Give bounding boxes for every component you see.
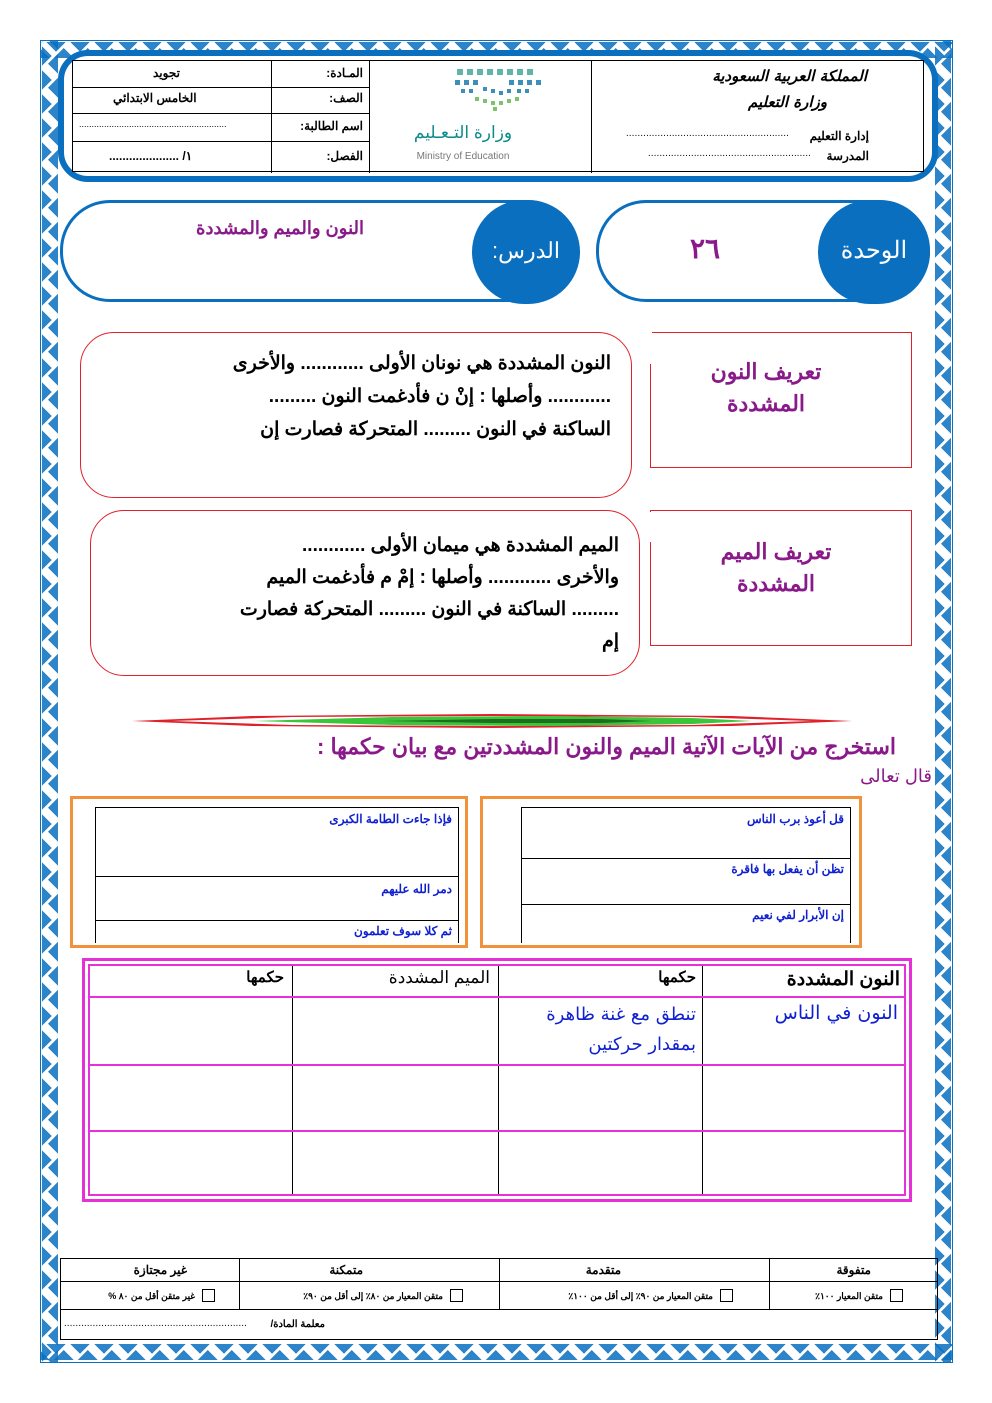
header-box [72,60,924,172]
ministry-calligraphy: وزارة التعليم [748,93,827,111]
kingdom-name: المملكة العربية السعودية [712,67,867,85]
subject-label: المـادة: [326,66,363,80]
noon-definition-label-1: تعريف النون [710,359,822,384]
answer-ruling-meem-1[interactable] [90,998,290,1062]
grade-value: الخامس الابتدائي [113,91,197,105]
ministry-logo [391,65,591,169]
zigzag-border-right [935,40,951,1363]
instruction-text: استخرج من الآيات الآتية الميم والنون المشددتين مع بيان حكمها : [317,734,896,759]
answer-meem-2[interactable] [294,1066,496,1128]
kingdom-section [597,61,923,173]
meem-definition-label-1: تعريف الميم [720,539,832,564]
ministry-name-ar: وزارة التـعـليم [413,123,513,142]
header-ruling-noon: حكمها [658,969,696,986]
noon-definition-line-2: ............ وأصلها : إنْ ن فأدغمت النون ......... [268,386,611,407]
unit-label: الوحدة [840,237,908,264]
verse-right-3: إن الأبرار لفي نعيم [752,908,844,922]
student-info-table [73,61,369,173]
meem-definition-label-box [650,510,912,646]
teacher-label: معلمة المادة/ [270,1319,325,1330]
answer-noon-3[interactable] [704,1132,902,1192]
criteria-not-passed: غير متقن أقل من ٨٠ % [108,1291,195,1301]
meem-definition-line-3: ......... الساكنة في النون ......... المتحركة فصارت [239,599,619,620]
answer-ruling-meem-2[interactable] [90,1066,290,1128]
checkbox-proficient[interactable] [450,1289,463,1302]
noon-definition-line-1: النون المشددة هي نونان الأولى ............ والأخرى [232,353,611,374]
verse-left-1: فإذا جاءت الطامة الكبرى [329,812,452,826]
school-field[interactable]: ......................................................... [647,149,811,159]
verses-box-right [480,796,862,948]
answer-noon-1[interactable]: النون في الناس [774,1002,898,1024]
criteria-advanced: متقن المعيار من ٩٠٪ إلى أقل من ١٠٠٪ [568,1291,713,1301]
criteria-proficient: متقن المعيار من ٨٠٪ إلى أقل من ٩٠٪ [303,1291,443,1301]
school-label: المدرسة [826,149,869,163]
level-advanced: متقدمة [585,1263,621,1277]
zigzag-border-left [42,40,58,1363]
zigzag-border-bottom [40,1344,953,1360]
checkbox-excellent[interactable] [890,1289,903,1302]
answer-table [88,964,906,1196]
student-name-label: اسم الطالبة: [300,119,363,133]
ministry-name-en: Ministry of Education [416,151,510,162]
assessment-footer [60,1258,938,1340]
noon-definition-label-2: المشددة [726,391,806,416]
answer-ruling-1[interactable] [500,1000,696,1060]
meem-definition-label-2: المشددة [736,571,816,596]
criteria-excellent: متقن المعيار ١٠٠٪ [815,1291,883,1301]
grade-label: الصف: [329,91,363,105]
header-ruling-meem: حكمها [246,969,284,986]
level-not-passed: غير مجتازة [133,1263,187,1277]
lesson-label: الدرس: [492,238,560,263]
verse-right-2: تظن أن يفعل بها فاقرة [731,862,844,876]
answer-meem-3[interactable] [294,1132,496,1192]
noon-definition-line-3: الساكنة في النون ......... المتحركة فصارت إن [260,419,611,440]
noon-definition-label-box [650,332,912,468]
answer-ruling-1-line-2: بمقدار حركتين [588,1034,696,1055]
edu-admin-field[interactable]: ......................................................... [625,129,789,139]
answer-ruling-meem-3[interactable] [90,1132,290,1192]
header-meem-mushaddada: الميم المشددة [388,968,490,987]
verse-left-2: دمر الله عليهم [381,882,452,896]
level-excellent: متفوقة [836,1263,871,1277]
verse-right-1: قل أعوذ برب الناس [746,812,844,826]
meem-definition-box [90,510,640,676]
edu-admin-label: إدارة التعليم [809,129,869,143]
ministry-logo-icon [453,67,543,113]
answer-noon-2[interactable] [704,1066,902,1128]
lesson-title: النون والميم والمشددة [196,218,364,238]
answer-ruling-1-line-1: تنطق مع غنة ظاهرة [546,1004,696,1025]
answer-meem-1[interactable] [294,998,496,1062]
answer-ruling-3[interactable] [500,1132,700,1192]
decorative-divider [132,710,852,732]
level-proficient: متمكنة [329,1263,363,1277]
subject-value: تجويد [153,66,180,80]
class-value: ١/ ..................... [109,149,193,163]
class-label: الفصل: [326,149,363,163]
noon-definition-box [80,332,632,498]
checkbox-not-passed[interactable] [202,1289,215,1302]
student-name-field[interactable]: ........................................................... [79,119,227,129]
meem-definition-line-4: إم [601,631,619,652]
checkbox-advanced[interactable] [720,1289,733,1302]
teacher-field[interactable]: ................................................................ [63,1319,247,1329]
verse-left-3: ثم كلا سوف تعلمون [354,924,452,938]
answer-ruling-2[interactable] [500,1066,700,1128]
unit-number: ٢٦ [689,233,721,264]
header-noon-mushaddada: النون المشددة [786,969,900,990]
meem-definition-line-2: والأخرى ............ وأصلها : إمْ م فأدغمت الميم [266,567,619,588]
qaal-taala: قال تعالى [860,766,932,786]
verses-box-left [70,796,468,948]
meem-definition-line-1: الميم المشددة هي ميمان الأولى ............ [302,535,619,556]
